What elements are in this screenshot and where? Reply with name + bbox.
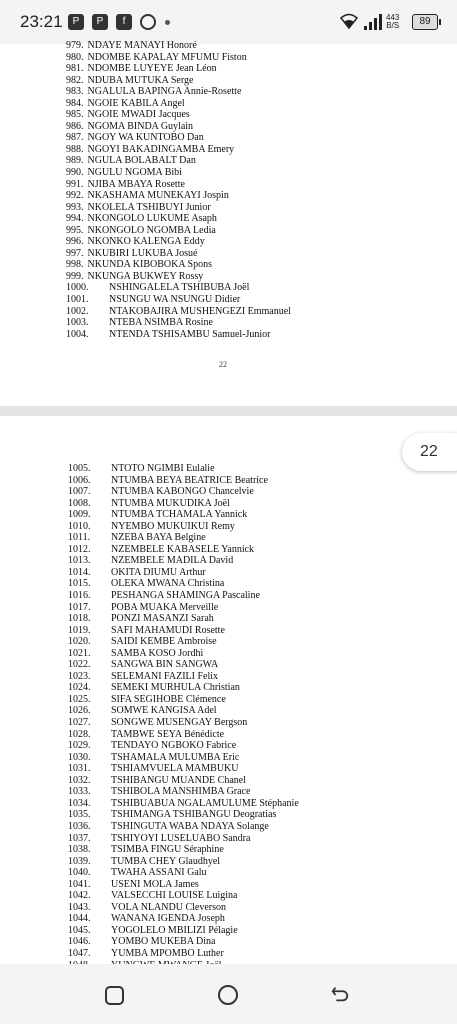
entry-name: WANANA IGENDA Joseph bbox=[111, 913, 225, 925]
entry-number: 1001. bbox=[66, 294, 89, 306]
entry-number: 998. bbox=[66, 259, 84, 271]
list-item bbox=[66, 190, 291, 202]
list-item bbox=[68, 913, 299, 925]
entry-name: NDAYE MANAYI Honoré bbox=[87, 40, 197, 51]
entry-number: 986. bbox=[66, 120, 84, 132]
recent-apps-icon[interactable] bbox=[105, 986, 124, 1005]
entry-number: 1024. bbox=[68, 682, 91, 694]
entry-number: 1033. bbox=[68, 786, 91, 798]
entry-name: NTAKOBAJIRA MUSHENGEZI Emmanuel bbox=[109, 305, 291, 317]
list-item bbox=[68, 509, 299, 521]
list-item bbox=[68, 752, 299, 764]
list-item bbox=[68, 879, 299, 891]
entry-name: TAMBWE SEYA Bénédicte bbox=[111, 728, 225, 740]
list-item bbox=[66, 202, 291, 214]
list-item bbox=[68, 798, 299, 810]
entry-name: NKOLELA TSHIBUYI Junior bbox=[87, 201, 211, 213]
list-item bbox=[68, 486, 299, 498]
list-item bbox=[66, 63, 291, 75]
entry-number: 1020. bbox=[68, 636, 91, 648]
entry-number: 1000. bbox=[66, 282, 89, 294]
entry-number: 1003. bbox=[66, 317, 89, 329]
entry-number: 1031. bbox=[68, 763, 91, 775]
entry-name: NGULA BOLABALT Dan bbox=[87, 155, 196, 167]
list-item bbox=[68, 636, 299, 648]
list-item bbox=[66, 155, 291, 167]
entry-number: 980. bbox=[66, 51, 84, 63]
entry-name: NZEMBELE MADILA David bbox=[111, 555, 234, 567]
entry-name: NTENDA TSHISAMBU Samuel-Junior bbox=[109, 328, 271, 340]
facebook-icon: f bbox=[116, 14, 132, 30]
home-icon[interactable] bbox=[218, 985, 238, 1005]
page-indicator-badge[interactable]: 22 bbox=[402, 433, 457, 471]
list-item bbox=[68, 671, 299, 683]
p-app-icon: P bbox=[68, 14, 84, 30]
list-item bbox=[68, 890, 299, 902]
list-item bbox=[66, 40, 291, 52]
battery-icon: 89 bbox=[412, 14, 438, 30]
entry-name: VOLA NLANDU Cleverson bbox=[111, 901, 226, 913]
list-item bbox=[68, 705, 299, 717]
entry-name: NZEBA BAYA Belgine bbox=[111, 532, 206, 544]
entry-name: NKONKO KALENGA Eddy bbox=[87, 236, 205, 248]
entry-name: NSUNGU WA NSUNGU Didier bbox=[109, 294, 241, 306]
circle-app-icon bbox=[140, 14, 156, 30]
entry-name: SAFI MAHAMUDI Rosette bbox=[111, 624, 225, 636]
list-item bbox=[68, 602, 299, 614]
entry-name: NGOYI BAKADINGAMBA Emery bbox=[87, 143, 235, 155]
entry-number: 996. bbox=[66, 236, 84, 248]
list-item bbox=[66, 86, 291, 98]
entry-name: NTUMBA BEYA BEATRICE Beatrice bbox=[111, 474, 268, 486]
list-item bbox=[66, 52, 291, 64]
list-item bbox=[68, 544, 299, 556]
entry-number: 988. bbox=[66, 143, 84, 155]
entry-name: SANGWA BIN SANGWA bbox=[111, 659, 219, 671]
entry-number: 1042. bbox=[68, 890, 91, 902]
entry-name: SOMWE KANGISA Adel bbox=[111, 705, 217, 717]
entry-name: NTUMBA KABONGO Chancelvie bbox=[111, 486, 254, 498]
entry-number: 1005. bbox=[68, 463, 91, 474]
entry-number: 1022. bbox=[68, 659, 91, 671]
entry-number: 1043. bbox=[68, 901, 91, 913]
list-item bbox=[68, 729, 299, 741]
list-item bbox=[68, 809, 299, 821]
status-bar bbox=[0, 0, 457, 44]
list-item bbox=[66, 329, 291, 341]
entry-name: OLEKA MWANA Christina bbox=[111, 578, 225, 590]
entry-name: NTEBA NSIMBA Rosine bbox=[109, 317, 213, 329]
entry-number: 979. bbox=[66, 40, 84, 51]
navigation-bar bbox=[0, 964, 457, 1024]
entry-number: 992. bbox=[66, 190, 84, 202]
entry-number: 982. bbox=[66, 74, 84, 86]
list-item bbox=[66, 248, 291, 260]
entry-name: NGOIE KABILA Angel bbox=[87, 97, 185, 109]
list-item bbox=[68, 625, 299, 637]
entry-name: NKUBIRI LUKUBA Josué bbox=[87, 247, 198, 259]
entry-name: TSHIBUABUA NGALAMULUME Stéphanie bbox=[111, 797, 299, 809]
entry-number: 1030. bbox=[68, 751, 91, 763]
list-item bbox=[68, 613, 299, 625]
entry-number: 1036. bbox=[68, 820, 91, 832]
list-item bbox=[68, 925, 299, 937]
page-separator bbox=[0, 406, 457, 416]
entry-number: 1034. bbox=[68, 797, 91, 809]
list-item bbox=[66, 167, 291, 179]
entry-number: 984. bbox=[66, 97, 84, 109]
list-item bbox=[66, 109, 291, 121]
list-item bbox=[68, 902, 299, 914]
entry-name: YOMBO MUKEBA Dina bbox=[111, 936, 216, 948]
name-list bbox=[66, 40, 291, 340]
entry-number: 1008. bbox=[68, 497, 91, 509]
entry-name: NGULU NGOMA Bibi bbox=[87, 167, 182, 179]
list-item bbox=[68, 867, 299, 879]
entry-number: 995. bbox=[66, 224, 84, 236]
list-item bbox=[68, 682, 299, 694]
list-item bbox=[68, 694, 299, 706]
entry-number: 1044. bbox=[68, 913, 91, 925]
list-item bbox=[68, 856, 299, 868]
entry-name: NKUNGA BUKWEY Rossy bbox=[87, 270, 204, 282]
entry-name: NZEMBELE KABASELE Yannick bbox=[111, 543, 255, 555]
list-item bbox=[68, 475, 299, 487]
entry-number: 1045. bbox=[68, 924, 91, 936]
entry-name: SONGWE MUSENGAY Bergson bbox=[111, 717, 248, 729]
entry-number: 990. bbox=[66, 167, 84, 179]
entry-name: NYEMBO MUKUIKUI Remy bbox=[111, 520, 235, 532]
entry-name: SAMBA KOSO Jordhi bbox=[111, 647, 204, 659]
list-item bbox=[68, 648, 299, 660]
entry-name: TSIMBA FINGU Séraphine bbox=[111, 844, 224, 856]
entry-number: 989. bbox=[66, 155, 84, 167]
entry-number: 1013. bbox=[68, 555, 91, 567]
list-item bbox=[68, 786, 299, 798]
entry-number: 1047. bbox=[68, 947, 91, 959]
entry-name: NJIBA MBAYA Rosette bbox=[87, 178, 185, 190]
entry-number: 999. bbox=[66, 270, 84, 282]
entry-number: 1025. bbox=[68, 693, 91, 705]
entry-name: SELEMANI FAZILI Felix bbox=[111, 670, 219, 682]
entry-name: NTOTO NGIMBI Eulalie bbox=[111, 463, 215, 474]
entry-number: 1012. bbox=[68, 543, 91, 555]
list-item bbox=[66, 317, 291, 329]
list-item bbox=[66, 294, 291, 306]
list-item bbox=[68, 521, 299, 533]
list-item bbox=[68, 740, 299, 752]
entry-name: NGOIE MWADI Jacques bbox=[87, 109, 190, 121]
list-item bbox=[66, 179, 291, 191]
list-item bbox=[68, 936, 299, 948]
list-item bbox=[66, 259, 291, 271]
entry-name: TSHIMANGA TSHIBANGU Deogratias bbox=[111, 809, 277, 821]
dot-icon bbox=[165, 20, 170, 25]
entry-name: TSHIBOLA MANSHIMBA Grace bbox=[111, 786, 251, 798]
entry-name: NKUNDA KIBOBOKA Spons bbox=[87, 259, 212, 271]
entry-name: VALSECCHI LOUISE Luigina bbox=[111, 890, 238, 902]
entry-name: TENDAYO NGBOKO Fabrice bbox=[111, 740, 237, 752]
document-page bbox=[0, 416, 457, 964]
entry-number: 991. bbox=[66, 178, 84, 190]
list-item bbox=[68, 821, 299, 833]
entry-number: 1010. bbox=[68, 520, 91, 532]
entry-name: NGOY WA KUNTOBO Dan bbox=[87, 132, 204, 144]
entry-number: 987. bbox=[66, 132, 84, 144]
entry-name: TSHIAMVUELA MAMBUKU bbox=[111, 763, 239, 775]
list-item bbox=[66, 98, 291, 110]
entry-number: 1023. bbox=[68, 670, 91, 682]
list-item bbox=[68, 948, 299, 960]
entry-name: SEMEKI MURHULA Christian bbox=[111, 682, 240, 694]
list-item bbox=[68, 717, 299, 729]
status-time: 23:21 bbox=[20, 12, 63, 31]
entry-number: 1004. bbox=[66, 328, 89, 340]
entry-name: TSHAMALA MULUMBA Eric bbox=[111, 751, 240, 763]
name-list bbox=[68, 463, 299, 971]
list-item bbox=[68, 833, 299, 845]
entry-name: TSHIBANGU MUANDE Chanel bbox=[111, 774, 246, 786]
back-icon[interactable] bbox=[330, 984, 350, 1004]
entry-name: USENI MOLA James bbox=[111, 878, 199, 890]
entry-name: OKITA DIUMU Arthur bbox=[111, 566, 206, 578]
entry-name: NDUBA MUTUKA Serge bbox=[87, 74, 194, 86]
list-item bbox=[66, 306, 291, 318]
entry-number: 1032. bbox=[68, 774, 91, 786]
entry-name: NKASHAMA MUNEKAYI Jospin bbox=[87, 190, 229, 202]
entry-number: 1009. bbox=[68, 509, 91, 521]
entry-number: 1038. bbox=[68, 844, 91, 856]
list-item bbox=[68, 498, 299, 510]
entry-number: 1040. bbox=[68, 867, 91, 879]
entry-name: TWAHA ASSANI Galu bbox=[111, 867, 207, 879]
wifi-icon bbox=[339, 13, 359, 29]
entry-number: 1006. bbox=[68, 474, 91, 486]
entry-number: 1027. bbox=[68, 717, 91, 729]
entry-number: 983. bbox=[66, 86, 84, 98]
entry-name: YOGOLELO MBILIZI Pélagie bbox=[111, 924, 238, 936]
entry-number: 985. bbox=[66, 109, 84, 121]
entry-number: 1021. bbox=[68, 647, 91, 659]
entry-name: SAIDI KEMBE Ambroise bbox=[111, 636, 217, 648]
list-item bbox=[68, 775, 299, 787]
entry-number: 1017. bbox=[68, 601, 91, 613]
list-item bbox=[66, 121, 291, 133]
entry-name: TSHIYOYI LUSELUABO Sandra bbox=[111, 832, 251, 844]
entry-number: 1016. bbox=[68, 590, 91, 602]
entry-number: 1011. bbox=[68, 532, 91, 544]
entry-number: 1039. bbox=[68, 855, 91, 867]
entry-number: 1018. bbox=[68, 613, 91, 625]
entry-number: 1002. bbox=[66, 305, 89, 317]
entry-number: 997. bbox=[66, 247, 84, 259]
net-speed-value: 443 bbox=[386, 13, 400, 22]
list-item bbox=[66, 225, 291, 237]
entry-name: PESHANGA SHAMINGA Pascaline bbox=[111, 590, 260, 602]
list-item bbox=[66, 144, 291, 156]
page-footer-number: 22 bbox=[219, 360, 227, 369]
entry-number: 993. bbox=[66, 201, 84, 213]
entry-number: 1028. bbox=[68, 728, 91, 740]
entry-name: NSHINGALELA TSHIBUBA Joël bbox=[109, 282, 250, 294]
entry-number: 1026. bbox=[68, 705, 91, 717]
list-item bbox=[68, 844, 299, 856]
entry-name: POBA MUAKA Merveille bbox=[111, 601, 219, 613]
list-item bbox=[66, 213, 291, 225]
list-item bbox=[68, 659, 299, 671]
list-item bbox=[66, 271, 291, 283]
entry-name: NGALULA BAPINGA Annie-Rosette bbox=[87, 86, 242, 98]
entry-name: TUMBA CHEY Glaudhyel bbox=[111, 855, 221, 867]
entry-number: 1019. bbox=[68, 624, 91, 636]
list-item bbox=[68, 463, 299, 475]
document-page bbox=[0, 40, 457, 406]
entry-number: 1014. bbox=[68, 566, 91, 578]
net-speed bbox=[386, 14, 399, 30]
list-item bbox=[66, 75, 291, 87]
entry-number: 1046. bbox=[68, 936, 91, 948]
entry-name: SIFA SEGIHOBE Clémence bbox=[111, 693, 226, 705]
list-item bbox=[68, 532, 299, 544]
entry-name: NTUMBA TCHAMALA Yannick bbox=[111, 509, 248, 521]
entry-name: NDOMBE KAPALAY MFUMU Fiston bbox=[87, 51, 247, 63]
list-item bbox=[68, 763, 299, 775]
list-item bbox=[68, 590, 299, 602]
entry-number: 981. bbox=[66, 63, 84, 75]
entry-name: NKONGOLO LUKUME Asaph bbox=[87, 213, 217, 225]
entry-number: 1041. bbox=[68, 878, 91, 890]
entry-number: 1015. bbox=[68, 578, 91, 590]
list-item bbox=[66, 282, 291, 294]
entry-name: TSHINGUTA WABA NDAYA Solange bbox=[111, 820, 269, 832]
list-item bbox=[68, 578, 299, 590]
entry-number: 1029. bbox=[68, 740, 91, 752]
entry-number: 1035. bbox=[68, 809, 91, 821]
list-item bbox=[68, 555, 299, 567]
signal-icon bbox=[364, 14, 382, 30]
entry-name: NTUMBA MUKUDIKA Joël bbox=[111, 497, 230, 509]
p-app-icon: P bbox=[92, 14, 108, 30]
net-speed-unit: B/S bbox=[386, 21, 400, 30]
entry-name: YUMBA MPOMBO Luther bbox=[111, 947, 224, 959]
entry-name: NGOMA BINDA Guylain bbox=[87, 120, 194, 132]
list-item bbox=[66, 236, 291, 248]
list-item bbox=[66, 132, 291, 144]
entry-name: NDOMBE LUYEYE Jean Léon bbox=[87, 63, 217, 75]
entry-name: NKONGOLO NGOMBA Ledia bbox=[87, 224, 216, 236]
list-item bbox=[68, 567, 299, 579]
entry-name: PONZI MASANZI Sarah bbox=[111, 613, 214, 625]
entry-number: 1037. bbox=[68, 832, 91, 844]
entry-number: 994. bbox=[66, 213, 84, 225]
entry-number: 1007. bbox=[68, 486, 91, 498]
